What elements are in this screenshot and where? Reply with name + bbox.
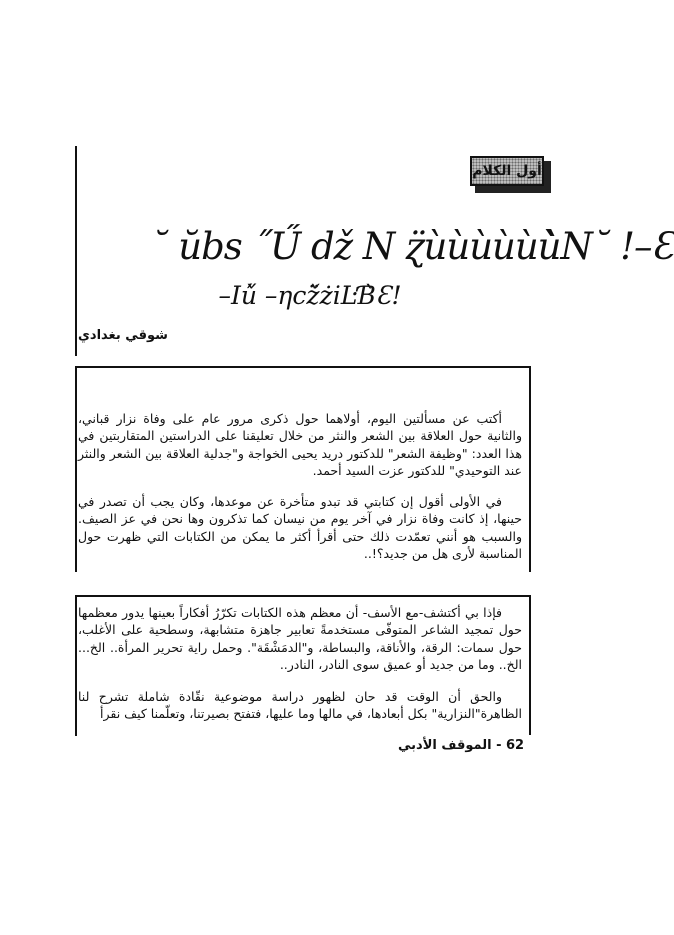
section-badge-label: أول الكلام [470, 156, 544, 186]
left-rule-bottom [75, 596, 77, 736]
paragraph-4: والحق أن الوقت قد حان لظهور دراسة موضوعية نقّادة شاملة تشرح لنا الظاهرة"النزارية" بكل أبعادها، في مالها وما عليها، فتفتح بصيرتنا، وتعلّمنا كيف نقرأ [78, 689, 522, 722]
section-badge [470, 156, 552, 194]
paragraph-3: فإذا بي أكتشف-مع الأسف- أن معظم هذه الكتابات تكرّرُ أفكاراً بعينها يدور معظمها حول تمجيد الشاعر المتوفّى مستخدمةً تعابير جاهزة متشابهة، وسطحية على الأغلب، حول سمات: الرقة، والأناقة، والبساطة، و"الدمَشْقَة". وحمل راية تحرير المرأة.. الخ... الخ.. وما من جديد أو عميق سوى النادر، النادر.. [78, 605, 522, 673]
paragraph-2: في الأولى أقول إن كتابتي قد تبدو متأخرة عن موعدها، وكان يجب أن تصدر في حينها، إذ كانت وفاة نزار في آخر يوم من نيسان كما تذكرون وها نحن في عز الصيف. والسبب هو أنني تعمّدت ذلك حتى أقرأ أكثر ما يمكن من الكتابات التي ظهرت حول المناسبة لأرى هل من جديد؟!.. [78, 494, 522, 562]
page-footer: 62 - الموقف الأدبي [398, 738, 525, 753]
author-name: شوقي بغدادي [78, 328, 168, 343]
right-rule-middle [529, 366, 531, 572]
left-rule-top [75, 146, 77, 356]
divider-bottom [75, 595, 531, 597]
article-title-line-1: ˘ ŭbs ˝Ű dž N ɀ̈ùùùùùù̀Ν˘ !–Ɛ [150, 225, 674, 268]
left-rule-middle [75, 366, 77, 572]
paragraph-1: أكتب عن مسألتين اليوم، أولاهما حول ذكرى مرور عام على وفاة نزار قباني، والثانية حول العلاقة بين الشعر والنثر من خلال تعليقنا على الدراستين المتقاربتين في هذا العدد: "وظيفة الشعر" للدكتور دريد يحيى الخواجة و"جدلية العلاقة بين الشعر والنثر عند التوحيدي" للدكتور عزت السيد أحمد. [78, 411, 522, 479]
right-rule-bottom [529, 595, 531, 735]
divider-middle [75, 366, 531, 368]
article-title-line-2: –Iű̀ –ηcž̈żiĿƁ̀Ɛ! [218, 281, 402, 310]
